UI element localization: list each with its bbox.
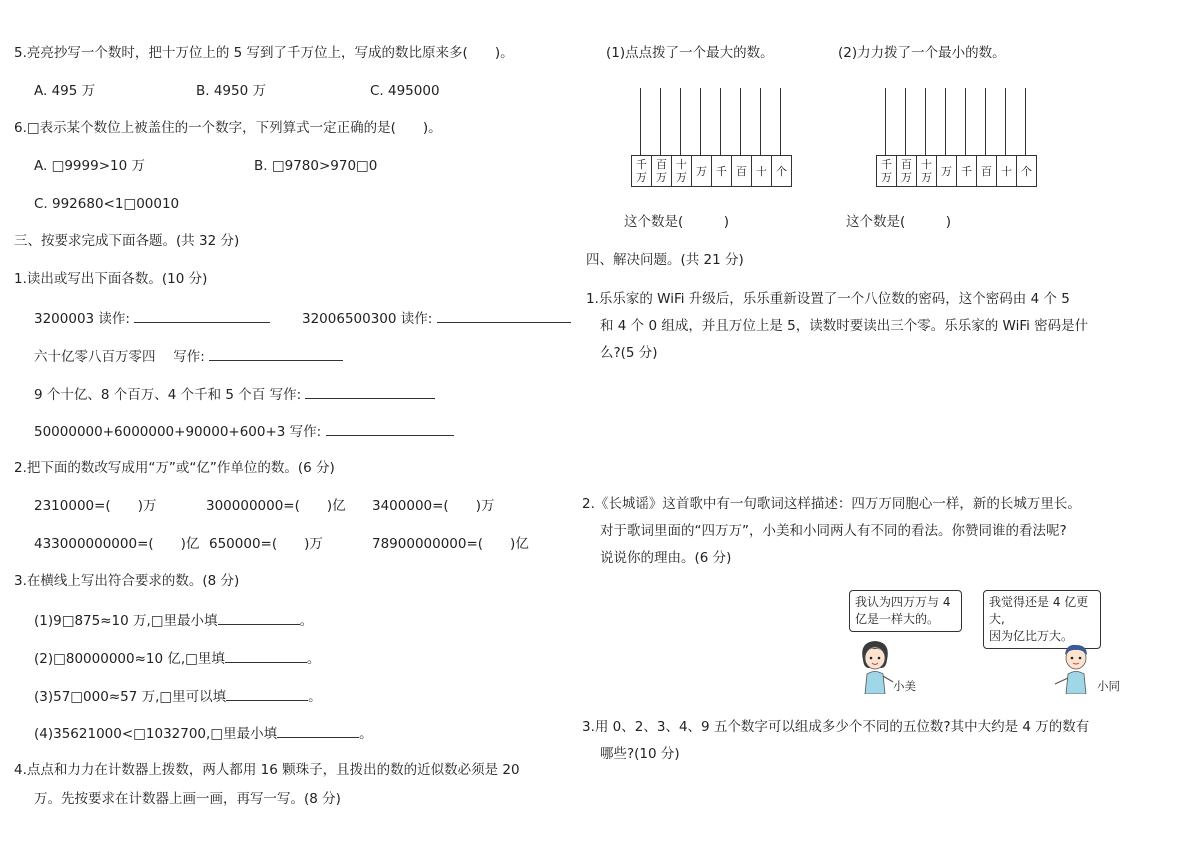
q3-3-item4: (4)35621000<□1032700,□里最小填 。 xyxy=(34,723,373,743)
place-label: 千 xyxy=(712,156,732,186)
abacus-caption-2: (2)力力拨了一个最小的数。 xyxy=(838,45,1006,61)
name-xiaomei: 小美 xyxy=(893,679,916,693)
q3-4-line1: 4.点点和力力在计数器上拨数，两人都用 16 颗珠子，且拨出的数的近似数必须是 20 xyxy=(14,762,520,778)
p1-line2: 和 4 个 0 组成，并且万位上是 5，读数时要读出三个零。乐乐家的 WiFi 密码是什 xyxy=(600,318,1089,334)
answer-blank[interactable] xyxy=(209,346,343,361)
answer-blank[interactable] xyxy=(437,308,571,323)
q6-option-a[interactable]: A. □9999>10 万 xyxy=(34,158,145,174)
q3-1-row1b: 32006500300 读作: xyxy=(302,308,571,328)
place-label: 十 xyxy=(997,156,1017,186)
answer-blank[interactable] xyxy=(277,723,359,738)
q3-3-item2: (2)□80000000≈10 亿,□里填 。 xyxy=(34,648,320,668)
abacus-caption-1: (1)点点拨了一个最大的数。 xyxy=(606,45,774,61)
q3-4-line2: 万。先按要求在计数器上画一画，再写一写。(8 分) xyxy=(34,791,341,807)
q6-option-c[interactable]: C. 992680<1□00010 xyxy=(34,196,180,212)
q5-text: 5.亮亮抄写一个数时，把十万位上的 5 写到了千万位上，写成的数比原来多( )。 xyxy=(14,45,514,61)
place-label: 百万 xyxy=(652,156,672,186)
q3-2-item[interactable]: 650000=( )万 xyxy=(209,536,323,552)
q3-2-title: 2.把下面的数改写成用“万”或“亿”作单位的数。(6 分) xyxy=(14,460,335,476)
name-xiaotong: 小同 xyxy=(1097,679,1120,693)
q3-3-item1: (1)9□875≈10 万,□里最小填 。 xyxy=(34,610,313,630)
abacus-answer-1[interactable]: 这个数是( ) xyxy=(624,214,730,230)
answer-blank[interactable] xyxy=(226,686,308,701)
q3-1-row4: 50000000+6000000+90000+600+3 写作: xyxy=(34,421,454,441)
q6-text: 6.□表示某个数位上被盖住的一个数字，下列算式一定正确的是( )。 xyxy=(14,120,442,136)
place-label: 个 xyxy=(776,164,787,178)
p2-line1: 2.《长城谣》这首歌中有一句歌词这样描述：四万万同胞心一样，新的长城万里长。 xyxy=(582,496,1081,512)
q3-1-row1a: 3200003 读作: xyxy=(34,308,270,328)
p3-line2: 哪些?(10 分) xyxy=(600,746,680,762)
place-label: 百 xyxy=(732,156,752,186)
section-4-heading: 四、解决问题。(共 21 分) xyxy=(586,252,744,268)
place-label: 十万 xyxy=(917,156,937,186)
q5-option-b[interactable]: B. 4950 万 xyxy=(196,83,266,99)
answer-blank[interactable] xyxy=(326,421,454,436)
q5-option-a[interactable]: A. 495 万 xyxy=(34,83,96,99)
place-label: 百 xyxy=(977,156,997,186)
girl-xiaomei-illustration xyxy=(853,638,897,694)
speech-bubble-xiaotong: 我觉得还是 4 亿更大, 因为亿比万大。 xyxy=(983,590,1101,649)
counting-frame-1[interactable] xyxy=(631,88,791,190)
place-label: 千 xyxy=(957,156,977,186)
p2-line3: 说说你的理由。(6 分) xyxy=(600,550,732,566)
q3-2-item[interactable]: 3400000=( )万 xyxy=(372,498,495,514)
place-label: 万 xyxy=(937,156,957,186)
q3-2-item[interactable]: 433000000000=( )亿 xyxy=(34,536,200,552)
place-label: 千万 xyxy=(877,156,897,186)
answer-blank[interactable] xyxy=(218,610,300,625)
place-label: 个 xyxy=(1021,164,1032,178)
q3-1-row3: 9 个十亿、8 个百万、4 个千和 5 个百 写作: xyxy=(34,384,435,404)
q5-option-c[interactable]: C. 495000 xyxy=(370,83,440,99)
q3-3-item3: (3)57□000≈57 万,□里可以填 。 xyxy=(34,686,322,706)
answer-blank[interactable] xyxy=(305,384,435,399)
place-label: 万 xyxy=(692,156,712,186)
place-label: 十万 xyxy=(672,156,692,186)
place-label: 千万 xyxy=(632,156,652,186)
answer-blank[interactable] xyxy=(225,648,307,663)
q3-3-title: 3.在横线上写出符合要求的数。(8 分) xyxy=(14,573,240,589)
speech-bubble-xiaomei: 我认为四万万与 4 亿是一样大的。 xyxy=(849,590,962,632)
counting-frame-2[interactable] xyxy=(876,88,1036,190)
place-label: 十 xyxy=(752,156,772,186)
abacus-answer-2[interactable]: 这个数是( ) xyxy=(846,214,952,230)
q3-2-item[interactable]: 2310000=( )万 xyxy=(34,498,157,514)
q3-1-title: 1.读出或写出下面各数。(10 分) xyxy=(14,271,208,287)
answer-blank[interactable] xyxy=(134,308,270,323)
p2-line2: 对于歌词里面的“四万万”，小美和小同两人有不同的看法。你赞同谁的看法呢? xyxy=(600,523,1067,539)
p3-line1: 3.用 0、2、3、4、9 五个数字可以组成多少个不同的五位数?其中大约是 4 万的数有 xyxy=(582,719,1090,735)
p1-line1: 1.乐乐家的 WiFi 升级后，乐乐重新设置了一个八位数的密码，这个密码由 4 个 5 xyxy=(586,291,1070,307)
section-3-heading: 三、按要求完成下面各题。(共 32 分) xyxy=(14,233,240,249)
q3-2-item[interactable]: 300000000=( )亿 xyxy=(206,498,346,514)
boy-xiaotong-illustration xyxy=(1052,640,1098,694)
p1-line3: 么?(5 分) xyxy=(600,345,658,361)
place-label: 百万 xyxy=(897,156,917,186)
q3-2-item[interactable]: 78900000000=( )亿 xyxy=(372,536,529,552)
q6-option-b[interactable]: B. □9780>970□0 xyxy=(254,158,378,174)
q3-1-row2: 六十亿零八百万零四 写作: xyxy=(34,346,343,366)
